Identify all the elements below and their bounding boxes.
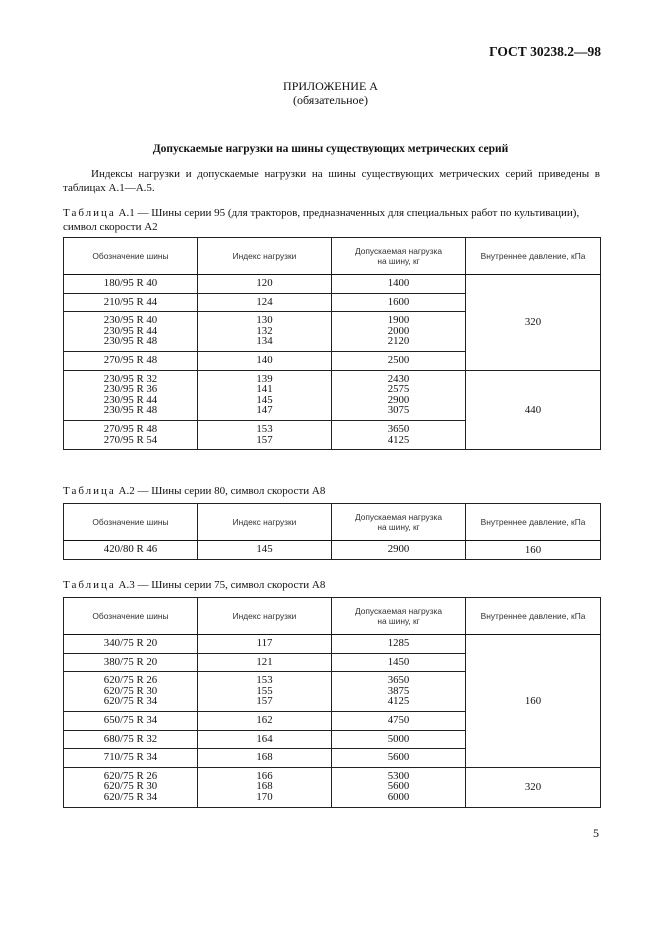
cell-load-index-value: 141 xyxy=(256,383,273,396)
cell-load-index xyxy=(198,420,332,449)
cell-load-index xyxy=(198,541,332,560)
cell-designation xyxy=(64,541,198,560)
appendix-title: ПРИЛОЖЕНИЕ А xyxy=(283,79,378,93)
cell-load-index xyxy=(198,370,332,420)
table-row xyxy=(64,767,601,807)
table3-caption-prefix: Таблица xyxy=(63,579,116,591)
cell-load-index-value: 164 xyxy=(256,732,273,745)
cell-designation xyxy=(64,370,198,420)
cell-designation xyxy=(64,767,198,807)
cell-permissible-load-value: 2120 xyxy=(387,335,410,348)
cell-designation xyxy=(64,749,198,768)
cell-designation-value: 230/95 R 40 xyxy=(103,314,158,327)
cell-designation xyxy=(64,711,198,730)
cell-load-index-value: 145 xyxy=(256,543,273,555)
cell-designation-value: 210/95 R 44 xyxy=(103,295,158,308)
cell-permissible-load-value: 1285 xyxy=(387,637,410,649)
cell-load-index xyxy=(198,312,332,352)
cell-permissible-load xyxy=(332,711,466,730)
cell-permissible-load-value: 3875 xyxy=(387,684,410,697)
header-permissible-load xyxy=(332,598,466,635)
cell-load-index-value: 170 xyxy=(256,790,273,803)
cell-designation xyxy=(64,420,198,449)
cell-designation-value: 620/75 R 30 xyxy=(103,684,158,697)
cell-permissible-load-value: 6000 xyxy=(387,790,410,803)
cell-load-index-value: 121 xyxy=(256,655,273,668)
cell-permissible-load xyxy=(332,635,466,654)
header-permissible-load xyxy=(332,238,466,275)
table3-caption xyxy=(63,579,600,593)
cell-load-index xyxy=(198,730,332,749)
cell-permissible-load-value: 1450 xyxy=(387,655,410,668)
cell-permissible-load-value: 3075 xyxy=(387,404,410,417)
cell-permissible-load-value: 1600 xyxy=(387,295,410,308)
cell-permissible-load xyxy=(332,541,466,560)
cell-load-index-value: 130 xyxy=(256,314,273,327)
cell-load-index-value: 117 xyxy=(256,637,273,649)
cell-load-index xyxy=(198,293,332,312)
cell-load-index xyxy=(198,711,332,730)
cell-permissible-load xyxy=(332,370,466,420)
appendix-heading xyxy=(0,79,661,107)
header-load-line1: Допускаемая нагрузка xyxy=(354,512,443,522)
table1-caption xyxy=(63,207,600,234)
cell-designation-value: 270/95 R 54 xyxy=(103,433,158,446)
cell-load-index xyxy=(198,275,332,294)
table-a2 xyxy=(63,503,601,560)
header-designation: Обозначение шины xyxy=(64,238,198,275)
cell-designation-value: 270/95 R 48 xyxy=(103,422,158,435)
header-load-line2: на шину, кг xyxy=(377,616,420,626)
cell-designation-value: 710/75 R 34 xyxy=(103,751,158,764)
cell-designation-value: 620/75 R 34 xyxy=(103,695,158,708)
header-pressure: Внутреннее давление, кПа xyxy=(466,598,601,635)
cell-permissible-load-value: 5000 xyxy=(387,732,410,745)
cell-load-index-value: 162 xyxy=(256,713,273,726)
cell-load-index-value: 147 xyxy=(256,404,273,417)
cell-permissible-load-value: 5600 xyxy=(387,751,410,764)
table2-caption xyxy=(63,485,600,499)
header-row xyxy=(64,238,601,275)
cell-permissible-load-value: 2500 xyxy=(387,353,410,366)
cell-designation-value: 230/95 R 44 xyxy=(103,324,158,337)
cell-designation xyxy=(64,275,198,294)
table1-caption-prefix: Таблица xyxy=(63,207,116,219)
cell-permissible-load-value: 3650 xyxy=(387,422,410,435)
cell-permissible-load-value: 2575 xyxy=(387,383,410,396)
table3-caption-text: А.3 — Шины серии 75, символ скорости А8 xyxy=(115,579,326,591)
intro-paragraph: Индексы нагрузки и допускаемые нагрузки на шины существующих метрических серий приведены в таблицах А.1—А.5. xyxy=(63,168,600,194)
cell-designation-value: 180/95 R 40 xyxy=(103,277,158,289)
header-load-line2: на шину, кг xyxy=(377,522,420,532)
cell-designation-value: 620/75 R 30 xyxy=(103,780,158,793)
header-load-line2: на шину, кг xyxy=(377,256,420,266)
cell-permissible-load-value: 4125 xyxy=(387,695,410,708)
cell-load-index-value: 132 xyxy=(256,324,273,337)
cell-pressure: 320 xyxy=(466,275,601,371)
appendix-subtitle: (обязательное) xyxy=(293,93,368,107)
page-number: 5 xyxy=(593,826,599,840)
cell-load-index-value: 134 xyxy=(256,335,273,348)
cell-designation xyxy=(64,730,198,749)
table-a3 xyxy=(63,597,601,808)
table-row xyxy=(64,541,601,560)
cell-designation xyxy=(64,672,198,712)
cell-permissible-load-value: 2000 xyxy=(387,324,410,337)
cell-permissible-load xyxy=(332,767,466,807)
cell-permissible-load xyxy=(332,653,466,672)
cell-designation-value: 620/75 R 34 xyxy=(103,790,158,803)
cell-permissible-load xyxy=(332,730,466,749)
header-pressure: Внутреннее давление, кПа xyxy=(466,504,601,541)
cell-designation-value: 650/75 R 34 xyxy=(103,713,158,726)
table-row xyxy=(64,635,601,654)
cell-load-index xyxy=(198,749,332,768)
cell-pressure: 440 xyxy=(466,370,601,450)
cell-load-index-value: 168 xyxy=(256,751,273,764)
cell-permissible-load-value: 4750 xyxy=(387,713,410,726)
cell-designation xyxy=(64,635,198,654)
cell-designation-value: 230/95 R 36 xyxy=(103,383,158,396)
cell-load-index xyxy=(198,351,332,370)
table-row xyxy=(64,370,601,420)
cell-permissible-load-value: 3650 xyxy=(387,674,410,687)
cell-permissible-load-value: 4125 xyxy=(387,433,410,446)
header-load-line1: Допускаемая нагрузка xyxy=(354,246,443,256)
cell-pressure: 160 xyxy=(466,541,601,560)
table-row xyxy=(64,275,601,294)
cell-permissible-load-value: 2430 xyxy=(387,372,410,385)
cell-designation xyxy=(64,653,198,672)
table2-caption-text: А.2 — Шины серии 80, символ скорости А8 xyxy=(115,485,326,497)
cell-permissible-load xyxy=(332,293,466,312)
section-title: Допускаемые нагрузки на шины существующих метрических серий xyxy=(152,143,509,155)
header-load-index: Индекс нагрузки xyxy=(198,238,332,275)
header-row xyxy=(64,504,601,541)
header-designation: Обозначение шины xyxy=(64,504,198,541)
header-permissible-load xyxy=(332,504,466,541)
cell-designation-value: 420/80 R 46 xyxy=(103,543,158,555)
cell-load-index-value: 166 xyxy=(256,769,273,782)
cell-load-index-value: 153 xyxy=(256,674,273,687)
cell-designation-value: 230/95 R 48 xyxy=(103,404,158,417)
header-load-line1: Допускаемая нагрузка xyxy=(354,606,443,616)
cell-pressure: 160 xyxy=(466,635,601,768)
cell-designation-value: 340/75 R 20 xyxy=(103,637,158,649)
cell-load-index-value: 155 xyxy=(256,684,273,697)
cell-permissible-load-value: 5300 xyxy=(387,769,410,782)
cell-designation-value: 620/75 R 26 xyxy=(103,674,158,687)
cell-designation-value: 230/95 R 44 xyxy=(103,393,158,406)
cell-load-index xyxy=(198,635,332,654)
cell-load-index xyxy=(198,653,332,672)
cell-designation-value: 270/95 R 48 xyxy=(103,353,158,366)
cell-load-index-value: 140 xyxy=(256,353,273,366)
cell-permissible-load-value: 5600 xyxy=(387,780,410,793)
cell-permissible-load-value: 2900 xyxy=(387,393,410,406)
cell-load-index-value: 139 xyxy=(256,372,273,385)
cell-load-index xyxy=(198,672,332,712)
cell-load-index-value: 153 xyxy=(256,422,273,435)
cell-load-index-value: 120 xyxy=(256,277,273,289)
table1-caption-text: А.1 — Шины серии 95 (для тракторов, предназначенных для специальных работ по культивации), символ скорости А2 xyxy=(63,207,580,233)
cell-permissible-load xyxy=(332,749,466,768)
cell-pressure: 320 xyxy=(466,767,601,807)
cell-permissible-load xyxy=(332,351,466,370)
cell-permissible-load-value: 1400 xyxy=(387,277,410,289)
cell-permissible-load xyxy=(332,672,466,712)
cell-designation xyxy=(64,312,198,352)
cell-permissible-load-value: 1900 xyxy=(387,314,410,327)
cell-designation xyxy=(64,351,198,370)
cell-designation-value: 230/95 R 32 xyxy=(103,372,158,385)
cell-load-index-value: 145 xyxy=(256,393,273,406)
cell-permissible-load xyxy=(332,275,466,294)
cell-load-index-value: 157 xyxy=(256,433,273,446)
cell-load-index-value: 157 xyxy=(256,695,273,708)
table2-caption-prefix: Таблица xyxy=(63,485,116,497)
header-pressure: Внутреннее давление, кПа xyxy=(466,238,601,275)
cell-designation-value: 230/95 R 48 xyxy=(103,335,158,348)
header-load-index: Индекс нагрузки xyxy=(198,504,332,541)
cell-designation-value: 380/75 R 20 xyxy=(103,655,158,668)
header-load-index: Индекс нагрузки xyxy=(198,598,332,635)
header-designation: Обозначение шины xyxy=(64,598,198,635)
cell-permissible-load-value: 2900 xyxy=(387,543,410,555)
document-code: ГОСТ 30238.2—98 xyxy=(489,44,601,59)
cell-designation-value: 620/75 R 26 xyxy=(103,769,158,782)
cell-designation xyxy=(64,293,198,312)
cell-permissible-load xyxy=(332,312,466,352)
header-row xyxy=(64,598,601,635)
cell-load-index-value: 168 xyxy=(256,780,273,793)
cell-load-index xyxy=(198,767,332,807)
table-a1 xyxy=(63,237,601,450)
cell-load-index-value: 124 xyxy=(256,295,273,308)
cell-permissible-load xyxy=(332,420,466,449)
cell-designation-value: 680/75 R 32 xyxy=(103,732,158,745)
